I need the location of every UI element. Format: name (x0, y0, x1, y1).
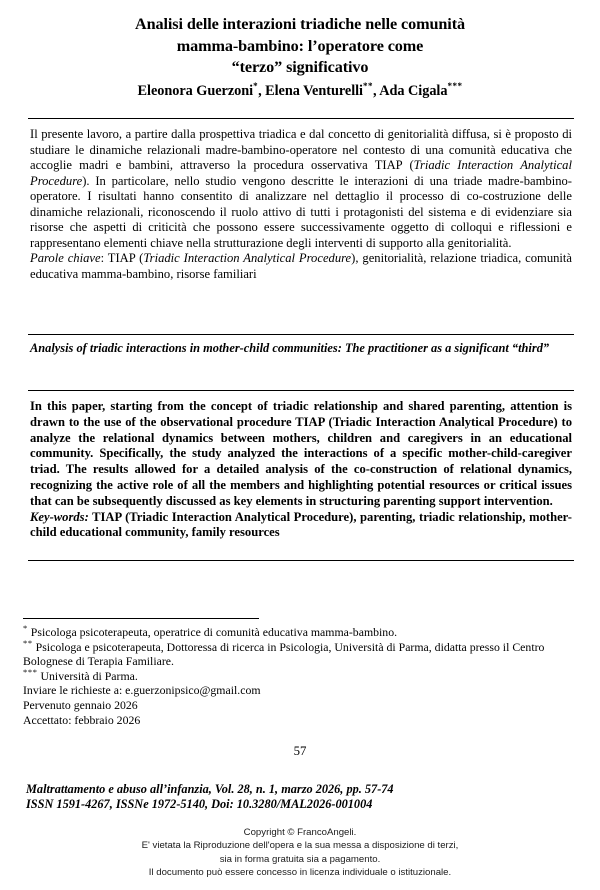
journal-citation-line-2: ISSN 1591-4267, ISSNe 1972-5140, Doi: 10.3280/MAL2026-001004 (26, 797, 373, 812)
english-title: Analysis of triadic interactions in mother-child communities: The practitioner as a significant “third” (30, 341, 550, 355)
english-abstract (30, 399, 572, 541)
italian-keywords-separator: : TIAP ( (100, 251, 144, 266)
english-abstract-body: In this paper, starting from the concept of triadic relationship and shared parenting, attention is drawn to the use of the observational procedure TIAP (Triadic Interaction Analytical Procedure) to analyze the relational dynamics between mothers, children and caregivers in an educational community. Specifically, the study analyzed the interactions of a specific mother-child-caregiver triad. The results allowed for a detailed analysis of the co-construction of relational dynamics, recognizing the active role of all the members and highlighting potential resources or critical issues that can be subsequently discussed as key elements in structuring parenting support intervention. (30, 399, 572, 508)
author-name: Elena Venturelli (265, 82, 363, 99)
page-title-line-1: Analisi delle interazioni triadiche nelle comunità (135, 15, 465, 33)
italian-keywords (30, 251, 572, 282)
footnote-item (23, 625, 575, 640)
received-date: Pervenuto gennaio 2026 (23, 697, 138, 712)
author-footnote-mark: * (253, 80, 259, 91)
copyright-notice (0, 826, 600, 880)
italian-abstract-text-pre: Il presente lavoro, a partire dalla prospettiva triadica e dal concetto di genitorialità diffusa, si è proposto di studiare le dinamiche relazionali madre-bambino-operatore nel contesto di una comunità educativa che accoglie madri e bambini, attraverso la procedura osservativa TIAP ( (30, 127, 572, 173)
divider-below-italian-abstract (28, 334, 574, 335)
page-title-line-3: “terzo” significativo (231, 58, 369, 76)
footnote-text: Università di Parma. (37, 668, 138, 683)
page-number: 57 (293, 744, 307, 758)
italian-abstract (30, 127, 572, 282)
author-name: Ada Cigala (379, 82, 448, 99)
english-keywords (30, 510, 572, 542)
author-name: Eleonora Guerzoni (137, 82, 254, 99)
footnote-item (23, 637, 575, 669)
copyright-line-1: Copyright © FrancoAngeli. (243, 827, 357, 838)
italian-keywords-label: Parole chiave (30, 251, 101, 266)
footnote-mark: *** (23, 666, 38, 677)
italian-abstract-body (30, 127, 572, 251)
journal-citation (26, 782, 574, 812)
divider-below-english-abstract (28, 560, 574, 561)
copyright-line-4: Il documento può essere concesso in licenza individuale o istituzionale. (148, 867, 452, 879)
italian-abstract-procedure-name: Triadic Interaction Analytical Procedure (30, 158, 572, 188)
english-keywords-text: TIAP (Triadic Interaction Analytical Procedure), parenting, triadic relationship, mother-child educational community, family resources (30, 509, 572, 540)
copyright-line-2: E' vietata la Riproduzione dell'opera e la sua messa a disposizione di terzi, (141, 840, 459, 852)
divider-footnote-separator (23, 618, 259, 619)
title-block (0, 0, 600, 101)
italian-abstract-text-post: ). In particolare, nello studio vengono descritte le interazioni di una triade madre-bambino-operatore. I risultati hanno consentito di analizzare nel dettaglio il processo di co-costruzione delle dinamiche relazionali, riconoscendo il ruolo attivo di tutti i protagonisti del sistema e di evidenziare sia risorse che aspetti di criticità che possono essere successivamente oggetto di colloqui e riflessioni e rappresentano elementi chiave nella strutturazione degli interventi di supporto alla genitorialità. (30, 173, 572, 250)
italian-keywords-procedure-name: Triadic Interaction Analytical Procedure (143, 251, 352, 266)
english-keywords-label: Key-words: (30, 509, 89, 524)
page-title-line-2: mamma-bambino: l’operatore come (176, 36, 424, 55)
footnote-item (23, 666, 575, 684)
copyright-line-3: sia in forma gratuita sia a pagamento. (219, 853, 381, 865)
footnote-text: Psicologa psicoterapeuta, operatrice di comunità educativa mamma-bambino. (27, 625, 398, 639)
author-footnote-mark: *** (447, 80, 463, 91)
footnote-block (23, 625, 575, 727)
accepted-date: Accettato: febbraio 2026 (23, 712, 141, 727)
author-list: Eleonora Guerzoni*, Elena Venturelli**, Ada Cigala*** (137, 80, 463, 99)
correspondence-line: Inviare le richieste a: e.guerzonipsico@gmail.com (23, 683, 261, 698)
divider-above-italian-abstract (28, 118, 574, 119)
italian-keywords-text: ), genitorialità, relazione triadica, comunità educativa mamma-bambino, risorse familiari (30, 251, 572, 281)
footnote-text: Psicologa e psicoterapeuta, Dottoressa di ricerca in Psicologia, Università di Parma, didatta presso il Centro Bolognese di Terapia Familiare. (23, 639, 545, 669)
author-footnote-mark: ** (362, 80, 373, 91)
footnote-mark: * (23, 623, 28, 634)
footnote-mark: ** (23, 637, 33, 648)
divider-above-english-abstract (28, 390, 574, 391)
journal-citation-line-1: Maltrattamento e abuso all’infanzia, Vol. 28, n. 1, marzo 2026, pp. 57-74 (26, 782, 394, 796)
